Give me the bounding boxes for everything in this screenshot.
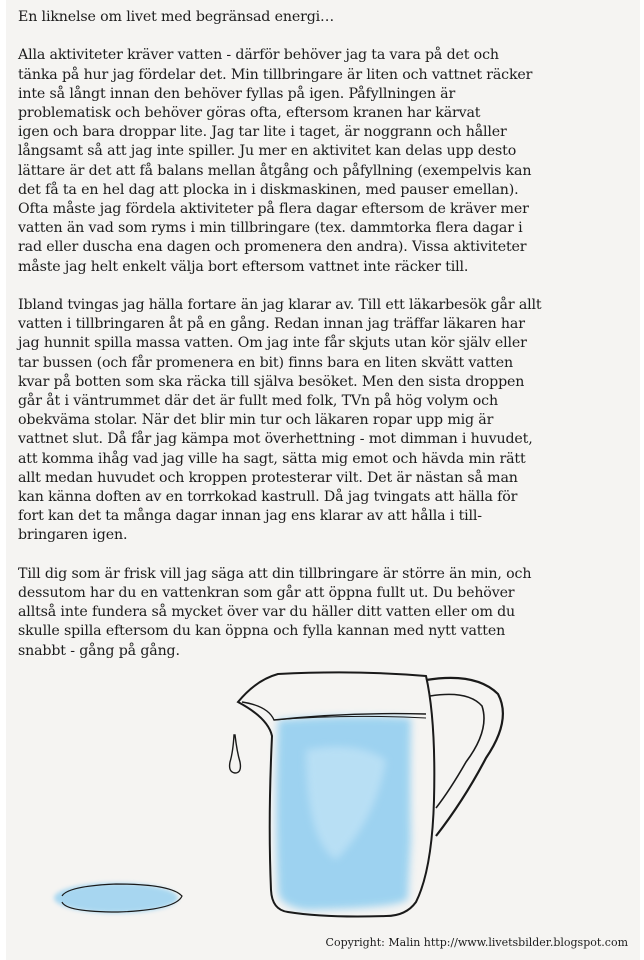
paragraph-2: Ibland tvingas jag hälla fortare än jag klarar av. Till ett läkarbesök går allt vatten i tillbringaren åt på en gång. Redan innan jag träffar läkaren har jag hunnit spilla massa vatten. Om jag inte får skjuts utan kör själv eller tar bussen (och får promenera en bit) finns bara en liten skvätt vatten kvar på botten som ska räcka till själva besöket. Men den sista droppen går åt i väntrummet där det är fullt med folk, TVn på hög volym och obekväma stolar. När det blir min tur och läkaren ropar upp mig är vattnet slut. Då får jag kämpa mot överhettning - mot dimman i huvudet, att komma ihåg vad jag ville ha sagt, sätta mig emot och hävda min rätt allt medan huvudet och kroppen protesterar vilt. Det är nästan så man kan känna doften av en torrkokad kastrull. Då jag tvingats att hälla för fort kan det ta många dagar innan jag ens klarar av att hålla i till- bringaren igen. xyxy=(18,297,542,544)
text-content xyxy=(18,8,626,680)
water-drop-icon xyxy=(230,735,241,773)
title: En liknelse om livet med begränsad energi… xyxy=(18,9,335,25)
pitcher-illustration xyxy=(6,640,640,950)
pitcher-handle-inner xyxy=(430,694,484,808)
paragraph-1: Alla aktiviteter kräver vatten - därför behöver jag ta vara på det och tänka på hur jag fördelar det. Min tillbringare är liten och vattnet räcker inte så långt innan den behöver fyllas på igen. Påfyllningen är problematisk och behöver göras ofta, eftersom kranen har kärvat igen och bara droppar lite. Jag tar lite i taget, är noggrann och håller långsamt så att jag inte spiller. Ju mer en aktivitet kan delas upp desto lättare är det att få balans mellan åtgång och påfyllning (exempelvis kan det få ta en hel dag att plocka in i diskmaskinen, med pauser emellan). Ofta måste jag fördela aktiviteter på flera dagar eftersom de kräver mer vatten än vad som ryms i min tillbringare (tex. dammtorka flera dagar i rad eller duscha ena dagen och promenera den andra). Vissa aktiviteter måste jag helt enkelt välja bort eftersom vattnet inte räcker till. xyxy=(18,47,533,275)
copyright-text: Copyright: Malin http://www.livetsbilder.blogspot.com xyxy=(325,936,628,949)
pitcher-handle xyxy=(426,678,503,836)
paragraph-3: Till dig som är frisk vill jag säga att din tillbringare är större än min, och dessutom har du en vattenkran som går att öppna fullt ut. Du behöver alltså inte fundera så mycket över var du häller ditt vatten eller om du skulle spilla eftersom du kan öppna och fylla kannan med nytt vatten snabbt - gång på gång. xyxy=(18,565,532,659)
